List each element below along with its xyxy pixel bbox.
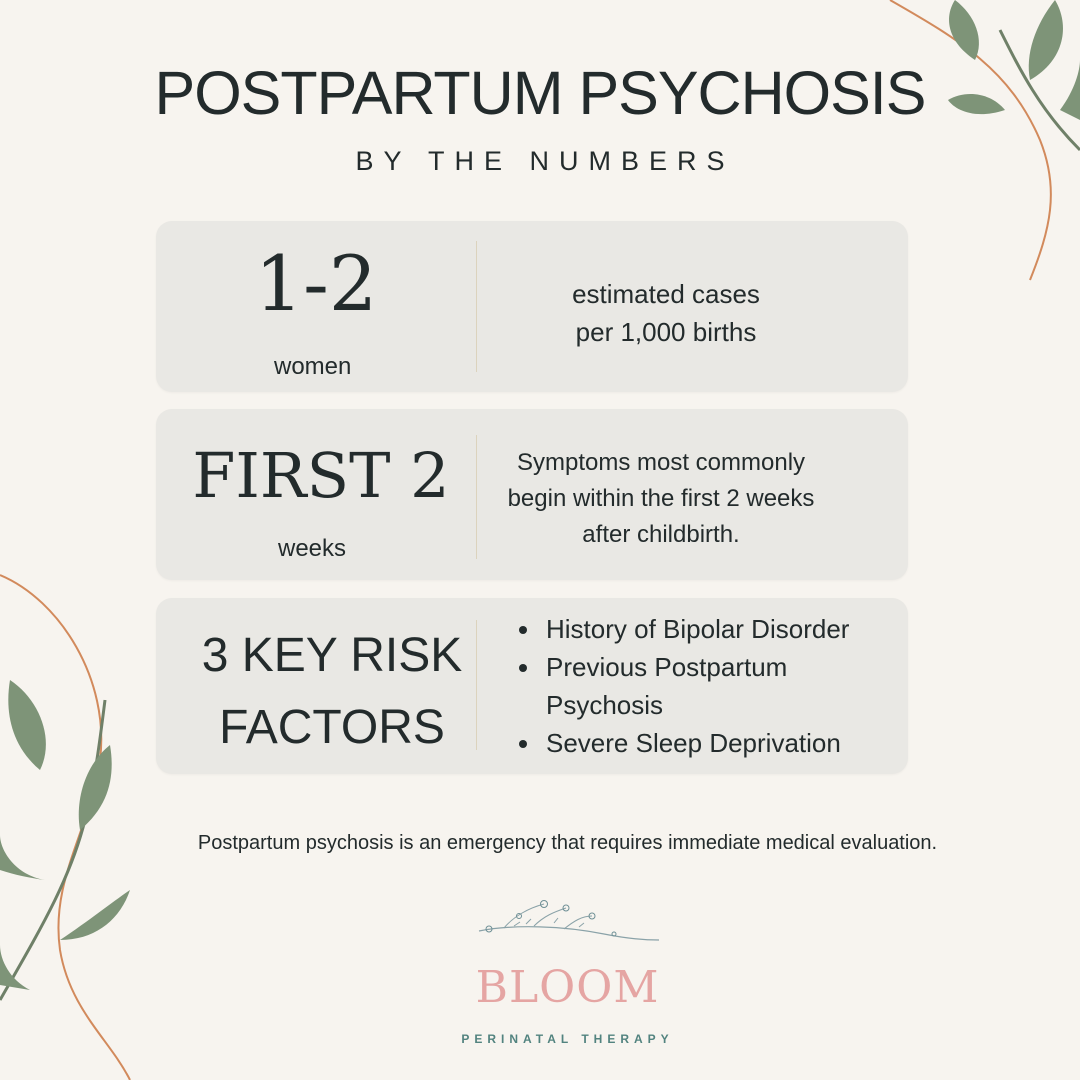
- description-line: after childbirth.: [582, 521, 740, 548]
- stat-value: [156, 620, 508, 764]
- page-subtitle: BY THE NUMBERS: [355, 146, 735, 176]
- stat-unit: weeks: [278, 535, 347, 562]
- stat-value-line: 3 KEY RISK: [201, 629, 463, 682]
- page-title: POSTPARTUM PSYCHOSIS: [154, 59, 926, 127]
- list-item: • Severe Sleep Deprivation: [542, 724, 902, 762]
- stat-value: 1-2: [254, 239, 378, 328]
- stat-description: [476, 445, 846, 553]
- stat-card-cases: [156, 221, 908, 392]
- footer-note: Postpartum psychosis is an emergency that requires immediate medical evaluation.: [197, 832, 938, 854]
- stat-value: FIRST 2: [192, 439, 450, 512]
- brand-name: BLOOM: [475, 962, 660, 1013]
- stat-value-line: FACTORS: [219, 701, 445, 754]
- list-item: • History of Bipolar Disorder: [542, 610, 902, 648]
- stat-card-onset: [156, 409, 908, 580]
- stat-description: [476, 275, 856, 351]
- top-right-leaves-icon: [890, 0, 1080, 280]
- brand-tagline: PERINATAL THERAPY: [461, 1032, 674, 1046]
- floral-logo-icon: [474, 896, 659, 951]
- stat-card-risk-factors: [156, 598, 908, 774]
- description-line: estimated cases: [572, 279, 760, 309]
- description-line: begin within the first 2 weeks: [507, 485, 815, 512]
- card-divider: [476, 620, 477, 750]
- list-item: • Previous Postpartum Psychosis: [542, 648, 816, 724]
- description-line: per 1,000 births: [575, 317, 757, 347]
- stat-unit: women: [274, 353, 352, 380]
- risk-factor-list: [518, 610, 902, 762]
- description-line: Symptoms most commonly: [516, 449, 806, 476]
